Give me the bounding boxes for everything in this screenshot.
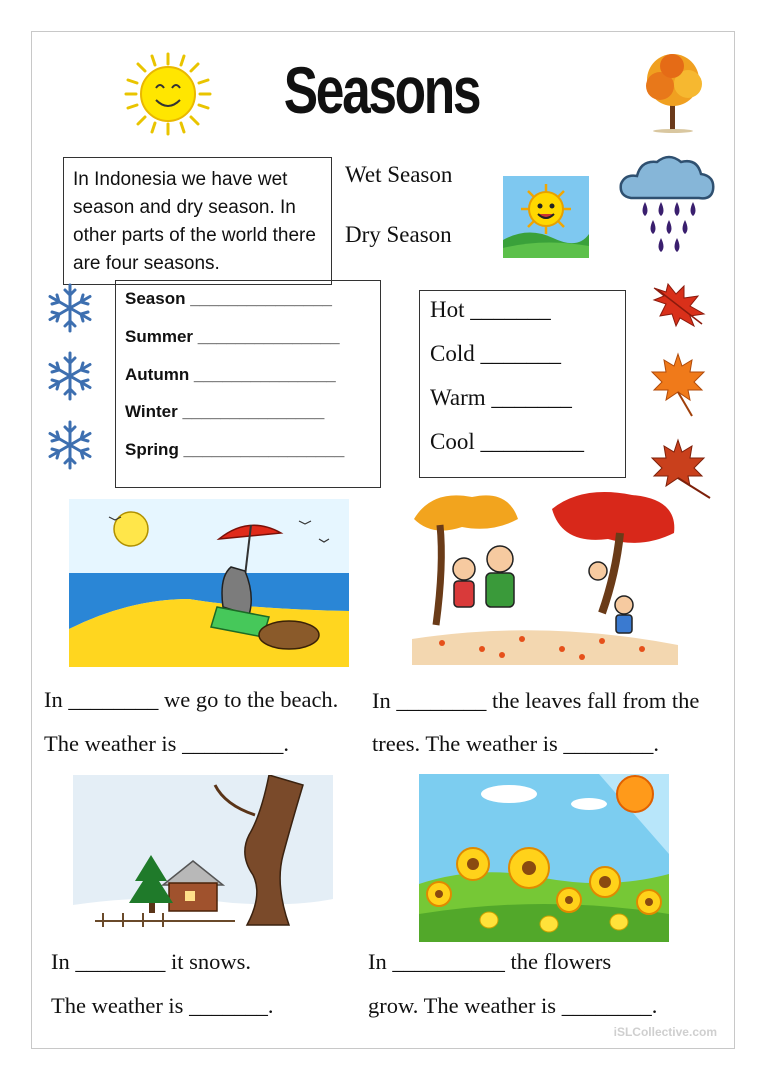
sunny-landscape-image xyxy=(503,176,589,258)
autumn-leaf-icon xyxy=(650,352,706,418)
autumn-sentence-1: In ________ the leaves fall from the xyxy=(372,688,700,713)
page-title: Seasons xyxy=(283,53,480,127)
summer-beach-image xyxy=(69,499,349,667)
season-matching-box xyxy=(115,280,381,488)
winter-house-image xyxy=(73,775,333,941)
autumn-sentence-2: trees. The weather is ________. xyxy=(372,731,660,756)
intro-textbox: In Indonesia we have wet season and dry season. In other parts of the world there are four seasons. xyxy=(63,157,332,285)
snowflake-icon xyxy=(44,419,96,471)
autumn-park-image xyxy=(412,489,678,665)
spring-sentence-1: In __________ the flowers xyxy=(368,949,612,974)
summer-sentence-1: In ________ we go to the beach. xyxy=(44,687,339,712)
weather-row: Cool _________ xyxy=(430,429,584,454)
season-row: Summer _______________ xyxy=(125,327,340,346)
weather-row: Hot _______ xyxy=(430,297,551,322)
autumn-tree-icon xyxy=(636,50,710,134)
wet-season-label: Wet Season xyxy=(345,162,453,187)
rain-cloud-icon xyxy=(617,150,717,260)
summer-sentence-2: The weather is _________. xyxy=(44,731,289,756)
spring-sentence-2: grow. The weather is ________. xyxy=(368,993,658,1018)
weather-row: Warm _______ xyxy=(430,385,572,410)
winter-sentence-2: The weather is _______. xyxy=(51,993,274,1018)
autumn-leaf-icon xyxy=(650,280,710,330)
dry-season-label: Dry Season xyxy=(345,222,452,247)
season-row: Autumn _______________ xyxy=(125,365,336,384)
season-row: Spring _________________ xyxy=(125,440,345,459)
snowflake-icon xyxy=(44,350,96,402)
weather-matching-box xyxy=(419,290,626,478)
snowflake-icon xyxy=(44,282,96,334)
season-row: Season _______________ xyxy=(125,289,333,308)
spring-flowers-image xyxy=(419,774,669,942)
footer-watermark: iSLCollective.com xyxy=(613,1025,717,1039)
season-row: Winter _______________ xyxy=(125,402,325,421)
winter-sentence-1: In ________ it snows. xyxy=(51,949,252,974)
weather-row: Cold _______ xyxy=(430,341,561,366)
